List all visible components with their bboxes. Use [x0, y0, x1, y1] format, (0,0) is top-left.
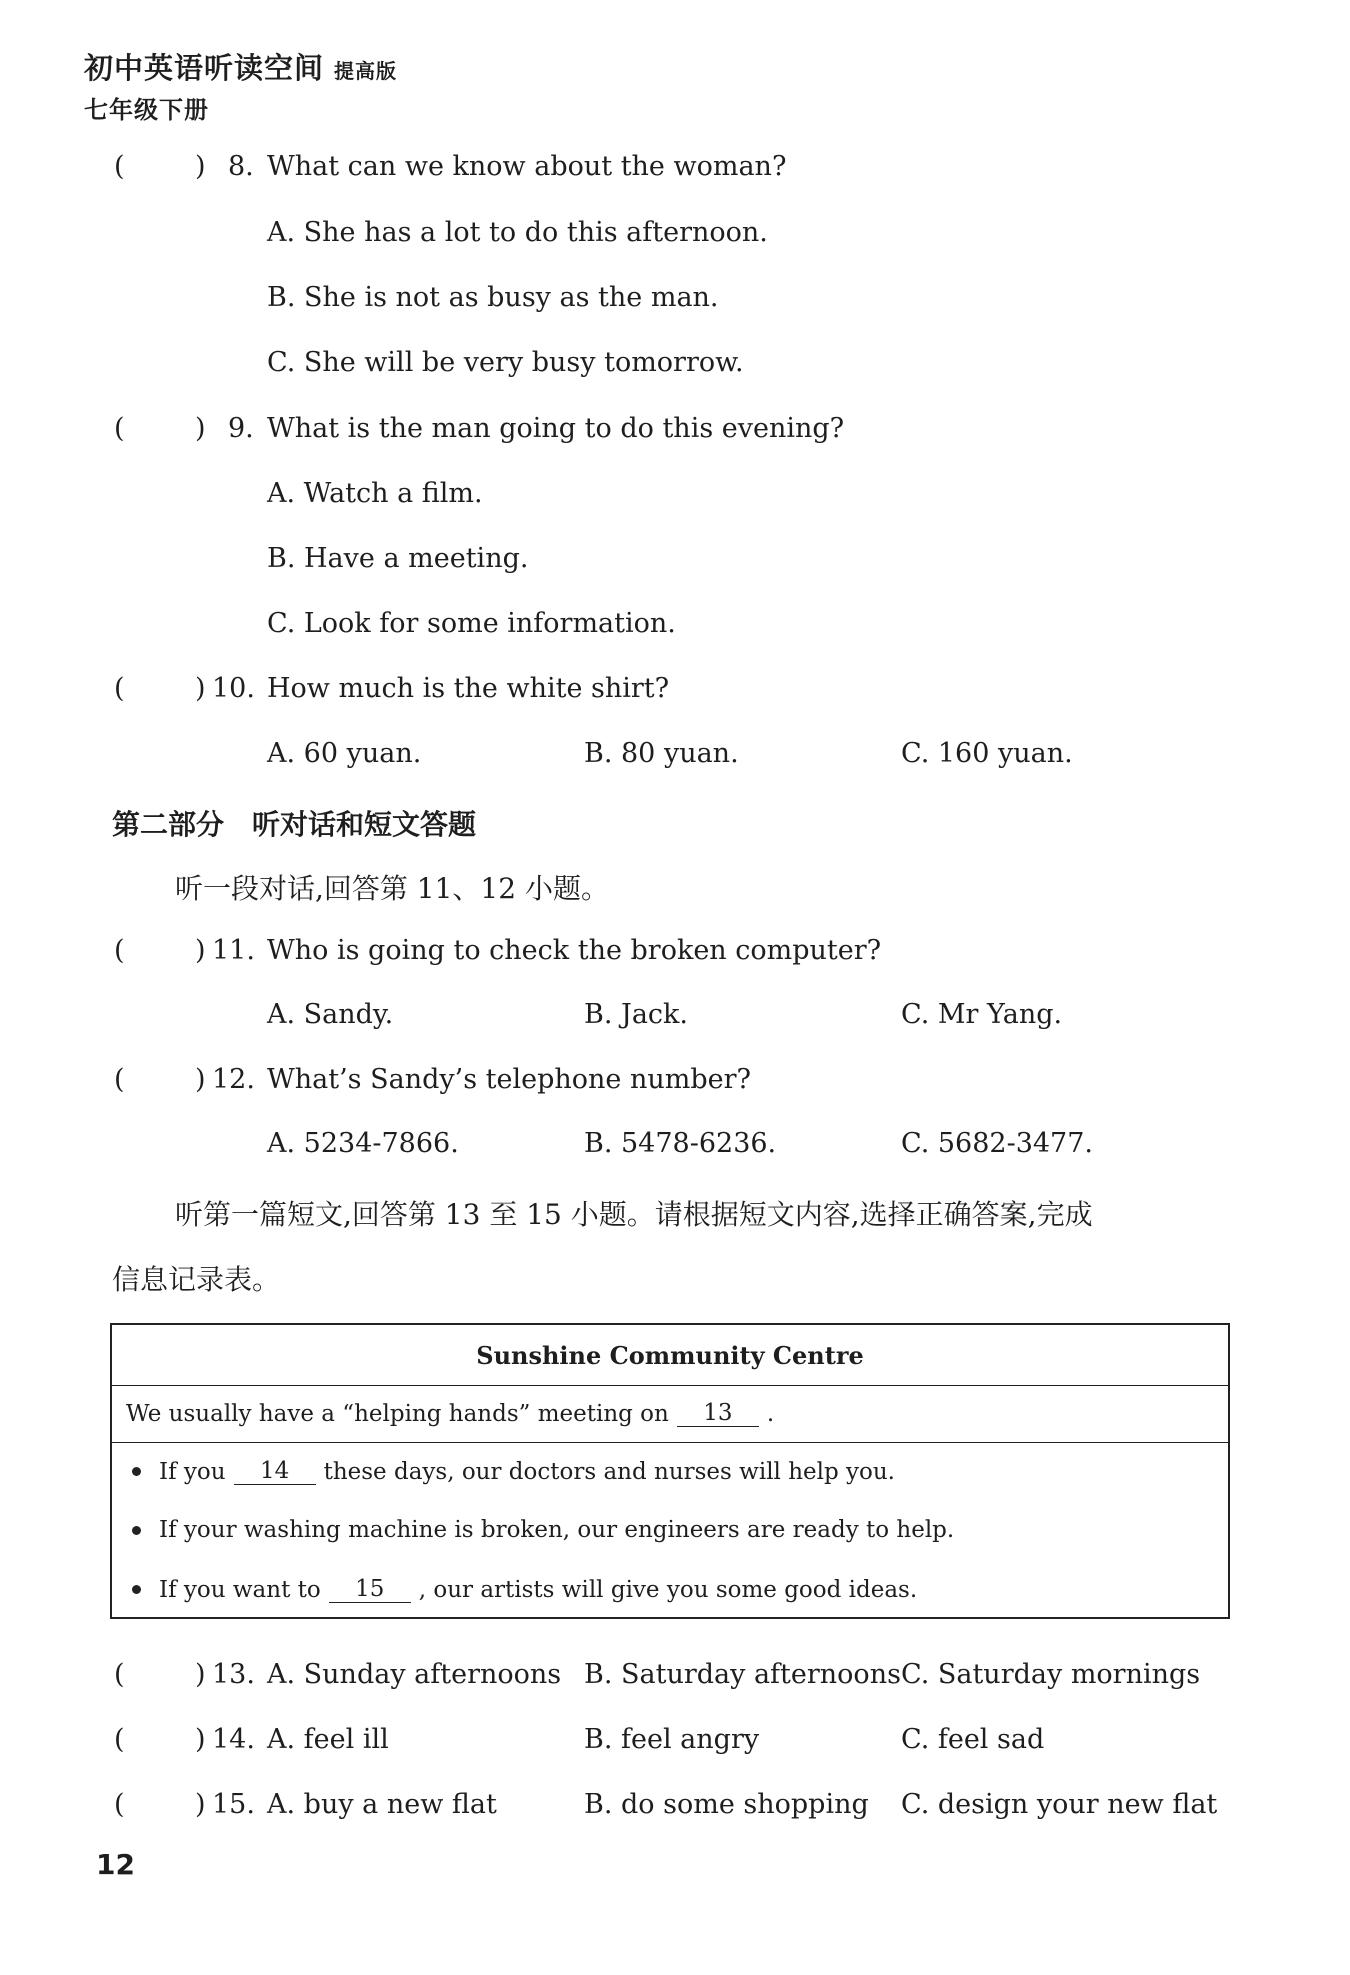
answer-paren-close: ) [195, 673, 206, 704]
question-number: 10. [212, 673, 255, 704]
question-text: What can we know about the woman? [267, 151, 787, 182]
answer-paren-close: ) [195, 1659, 206, 1690]
grade-subtitle: 七年级下册 [84, 96, 209, 124]
bullet-dot [132, 1585, 141, 1594]
option-c: C. Look for some information. [267, 608, 676, 639]
row-text: We usually have a “helping hands” meeting on [126, 1400, 669, 1427]
answer-paren-open: ( [114, 413, 125, 444]
option-b: B. feel angry [584, 1724, 760, 1755]
answer-paren-close: ) [195, 935, 206, 966]
option-b: B. do some shopping [584, 1789, 869, 1820]
instruction-passage: 听第一篇短文,回答第 13 至 15 小题。请根据短文内容,选择正确答案,完成 [175, 1198, 1093, 1231]
option-b: B. Jack. [584, 999, 688, 1030]
question-number: 8. [228, 151, 254, 182]
blank-15: 15 [329, 1576, 411, 1603]
option-c: C. feel sad [901, 1724, 1045, 1755]
option-c: C. Saturday mornings [901, 1659, 1201, 1690]
book-title-text: 初中英语听读空间 [84, 51, 325, 85]
answer-paren-open: ( [114, 1724, 125, 1755]
info-record-table [110, 1323, 1230, 1619]
row-text-end: . [766, 1400, 775, 1427]
section-heading: 第二部分 听对话和短文答题 [112, 808, 477, 841]
page-number: 12 [96, 1848, 135, 1881]
instruction-dialogue: 听一段对话,回答第 11、12 小题。 [175, 872, 609, 905]
answer-paren-close: ) [195, 1724, 206, 1755]
option-c: C. 5682-3477. [901, 1128, 1093, 1159]
answer-paren-open: ( [114, 673, 125, 704]
bullet-dot [132, 1467, 141, 1476]
edition-label: 提高版 [334, 59, 398, 83]
answer-paren-close: ) [195, 413, 206, 444]
option-a: A. 5234-7866. [267, 1128, 459, 1159]
question-text: Who is going to check the broken computer? [267, 935, 882, 966]
bullet-text: If your washing machine is broken, our engineers are ready to help. [159, 1517, 955, 1543]
question-number: 12. [212, 1064, 255, 1095]
option-a: A. Sunday afternoons [267, 1659, 562, 1690]
question-number: 13. [212, 1659, 255, 1690]
blank-14: 14 [234, 1458, 316, 1485]
question-number: 9. [228, 413, 254, 444]
bullet-artists [132, 1576, 917, 1603]
question-number: 15. [212, 1789, 255, 1820]
question-text: What’s Sandy’s telephone number? [267, 1064, 751, 1095]
option-b: B. 80 yuan. [584, 738, 739, 769]
option-c: C. design your new flat [901, 1789, 1218, 1820]
option-a: A. She has a lot to do this afternoon. [267, 217, 768, 248]
bullet-dot [132, 1526, 141, 1535]
bullet-text: If you [159, 1458, 226, 1485]
answer-paren-open: ( [114, 1659, 125, 1690]
option-b: B. She is not as busy as the man. [267, 282, 719, 313]
option-b: B. Have a meeting. [267, 543, 529, 574]
option-b: B. Saturday afternoons [584, 1659, 901, 1690]
answer-paren-open: ( [114, 935, 125, 966]
instruction-passage-cont: 信息记录表。 [112, 1263, 281, 1296]
bullet-text-end: , our artists will give you some good ideas. [418, 1576, 918, 1603]
answer-paren-open: ( [114, 1064, 125, 1095]
bullet-text: If you want to [159, 1576, 321, 1603]
question-number: 11. [212, 935, 255, 966]
option-b: B. 5478-6236. [584, 1128, 777, 1159]
option-a: A. 60 yuan. [267, 738, 422, 769]
answer-paren-close: ) [195, 151, 206, 182]
book-title [84, 46, 397, 87]
question-text: How much is the white shirt? [267, 673, 670, 704]
answer-paren-open: ( [114, 151, 125, 182]
bullet-engineers [132, 1517, 954, 1543]
table-title: Sunshine Community Centre [112, 1325, 1228, 1386]
bullet-doctors [132, 1458, 895, 1485]
bullet-text-end: these days, our doctors and nurses will help you. [323, 1458, 895, 1485]
option-a: A. Sandy. [267, 999, 394, 1030]
question-number: 14. [212, 1724, 255, 1755]
answer-paren-close: ) [195, 1064, 206, 1095]
question-text: What is the man going to do this evening? [267, 413, 845, 444]
option-a: A. buy a new flat [267, 1789, 497, 1820]
option-c: C. Mr Yang. [901, 999, 1063, 1030]
option-c: C. 160 yuan. [901, 738, 1073, 769]
table-row-meeting [112, 1385, 1228, 1443]
answer-paren-open: ( [114, 1789, 125, 1820]
blank-13: 13 [677, 1400, 759, 1427]
option-a: A. feel ill [267, 1724, 389, 1755]
option-c: C. She will be very busy tomorrow. [267, 347, 744, 378]
option-a: A. Watch a film. [267, 478, 483, 509]
answer-paren-close: ) [195, 1789, 206, 1820]
